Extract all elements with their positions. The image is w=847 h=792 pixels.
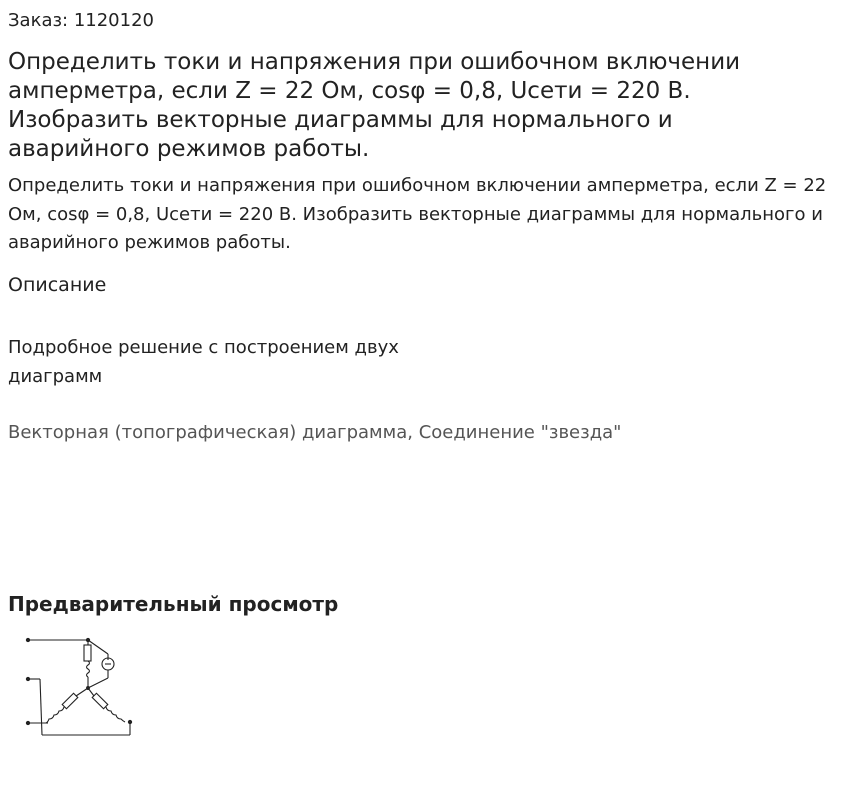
tags-line [8,421,828,445]
circuit-diagram-icon[interactable] [20,630,140,742]
task-description: Определить токи и напряжения при ошибочном включении амперметра, если Z = 22 Ом, cosφ = 0,8, Uсети = 220 В. Изобразить векторные диаграммы для нормального и аварийного режимов работы. [8,175,827,253]
description-heading: Описание [8,274,107,296]
preview-heading: Предварительный просмотр [8,592,339,616]
page-title: Определить токи и напряжения при ошибочном включении амперметра, если Z = 22 Ом, cosφ = 0,8, Uсети = 220 В. Изобразить векторные диаграммы для нормального и аварийного режимов работы. [8,49,741,162]
order-number: Заказ: 1120120 [8,10,154,31]
tag-separator: , [407,422,419,443]
tag-link-star-connection[interactable]: Соединение "звезда" [418,422,622,443]
tag-link-vector-diagram[interactable]: Векторная (топографическая) диаграмма [8,422,408,443]
description-detail: Подробное решение с построением двух диаграмм [8,337,399,387]
